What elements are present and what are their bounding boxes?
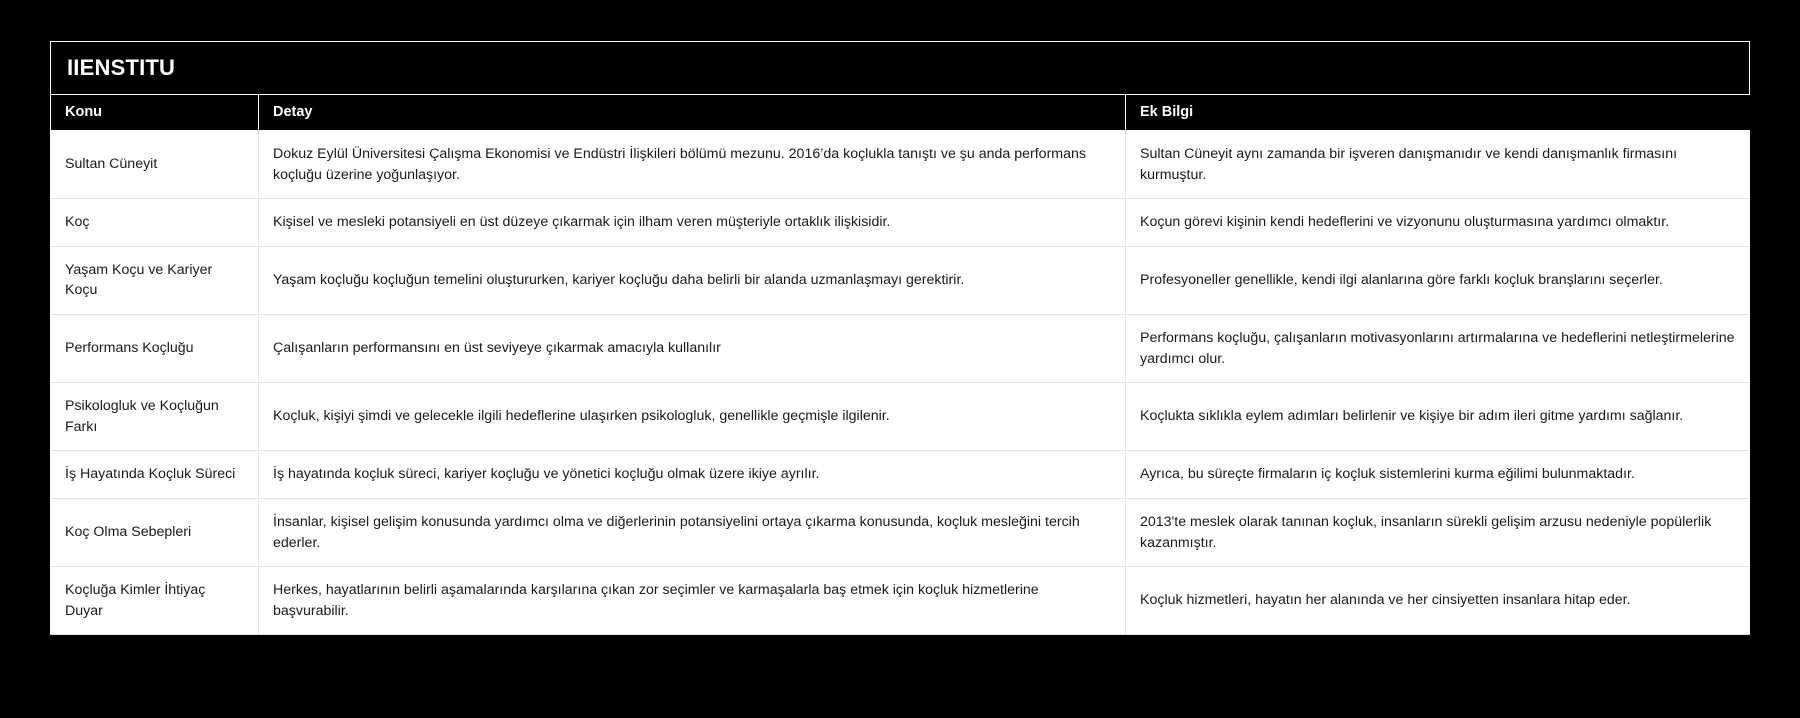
table-row <box>51 567 1751 635</box>
brand-header <box>50 41 1750 95</box>
cell-detay: Kişisel ve mesleki potansiyeli en üst düzeye çıkarmak için ilham veren müşteriyle ortaklık ilişkisidir. <box>259 199 1126 247</box>
cell-ek-bilgi: Performans koçluğu, çalışanların motivasyonlarını artırmalarına ve hedeflerini netleştirmelerine yardımcı olur. <box>1126 314 1751 382</box>
cell-konu: Psikologluk ve Koçluğun Farkı <box>51 383 259 451</box>
table-row <box>51 498 1751 566</box>
cell-ek-bilgi: Ayrıca, bu süreçte firmaların iç koçluk sistemlerini kurma eğilimi bulunmaktadır. <box>1126 451 1751 499</box>
cell-detay: Herkes, hayatlarının belirli aşamalarında karşılarına çıkan zor seçimler ve karmaşalarla baş etmek için koçluk hizmetlerine başvurabilir. <box>259 567 1126 635</box>
coaching-info-table <box>50 95 1750 635</box>
table-row <box>51 131 1751 199</box>
cell-ek-bilgi: Koçlukta sıklıkla eylem adımları belirlenir ve kişiye bir adım ileri gitme yardımı sağlanır. <box>1126 383 1751 451</box>
cell-konu: Yaşam Koçu ve Kariyer Koçu <box>51 246 259 314</box>
cell-konu: İş Hayatında Koçluk Süreci <box>51 451 259 499</box>
cell-detay: Dokuz Eylül Üniversitesi Çalışma Ekonomisi ve Endüstri İlişkileri bölümü mezunu. 2016’da koçlukla tanıştı ve şu anda performans koçluğu üzerine yoğunlaşıyor. <box>259 131 1126 199</box>
column-header-konu: Konu <box>51 95 259 131</box>
cell-detay: Çalışanların performansını en üst seviyeye çıkarmak amacıyla kullanılır <box>259 314 1126 382</box>
cell-konu: Koçluğa Kimler İhtiyaç Duyar <box>51 567 259 635</box>
table-row <box>51 314 1751 382</box>
cell-konu: Performans Koçluğu <box>51 314 259 382</box>
cell-detay: İnsanlar, kişisel gelişim konusunda yardımcı olma ve diğerlerinin potansiyelini ortaya çıkarma konusunda, koçluk mesleğini tercih ederler. <box>259 498 1126 566</box>
table-body <box>51 131 1751 635</box>
table-header <box>51 95 1751 131</box>
cell-ek-bilgi: Profesyoneller genellikle, kendi ilgi alanlarına göre farklı koçluk branşlarını seçerler. <box>1126 246 1751 314</box>
cell-konu: Koç Olma Sebepleri <box>51 498 259 566</box>
table-row <box>51 199 1751 247</box>
column-header-ek-bilgi: Ek Bilgi <box>1126 95 1751 131</box>
table-row <box>51 383 1751 451</box>
brand-title: IIENSTITU <box>67 55 176 80</box>
cell-ek-bilgi: Sultan Cüneyit aynı zamanda bir işveren danışmanıdır ve kendi danışmanlık firmasını kurmuştur. <box>1126 131 1751 199</box>
cell-detay: İş hayatında koçluk süreci, kariyer koçluğu ve yönetici koçluğu olmak üzere ikiye ayrılır. <box>259 451 1126 499</box>
cell-konu: Sultan Cüneyit <box>51 131 259 199</box>
cell-konu: Koç <box>51 199 259 247</box>
info-table-card <box>50 41 1750 673</box>
cell-detay: Yaşam koçluğu koçluğun temelini oluştururken, kariyer koçluğu daha belirli bir alanda uzmanlaşmayı gerektirir. <box>259 246 1126 314</box>
cell-ek-bilgi: Koçun görevi kişinin kendi hedeflerini ve vizyonunu oluşturmasına yardımcı olmaktır. <box>1126 199 1751 247</box>
cell-ek-bilgi: 2013'te meslek olarak tanınan koçluk, insanların sürekli gelişim arzusu nedeniyle popülerlik kazanmıştır. <box>1126 498 1751 566</box>
table-header-row <box>51 95 1751 131</box>
column-header-detay: Detay <box>259 95 1126 131</box>
table-row <box>51 451 1751 499</box>
cell-detay: Koçluk, kişiyi şimdi ve gelecekle ilgili hedeflerine ulaşırken psikologluk, genellikle geçmişle ilgilenir. <box>259 383 1126 451</box>
table-row <box>51 246 1751 314</box>
cell-ek-bilgi: Koçluk hizmetleri, hayatın her alanında ve her cinsiyetten insanlara hitap eder. <box>1126 567 1751 635</box>
